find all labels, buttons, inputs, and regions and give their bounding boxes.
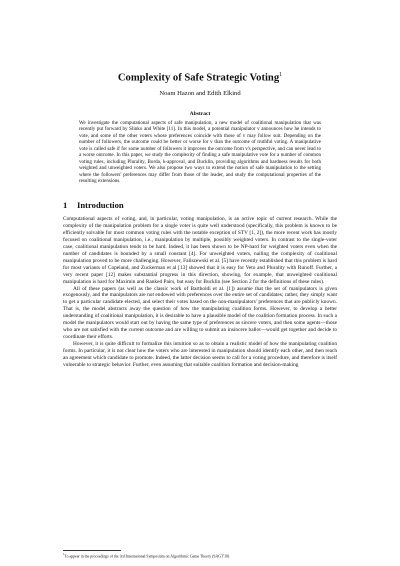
title-footnote-marker: 1 — [279, 72, 283, 78]
body-paragraph: Computational aspects of voting, and, in particular, voting manipulation, is an active topic of current research. While the complexity of the manipulation problem for a single voter is quite well understood (specifically, this problem is known to be efficiently solvable for most common voting rules with the notable exception of STV [1, 2]), the more recent work has mostly focused on coalitional manipulation, i.e., manipulation by multiple, possibly weighted voters. In contrast to the single-voter case, coalitional manipulation tends to be hard. Indeed, it has been shown to be NP-hard for weighted voters even when the number of candidates is bounded by a small constant [4]. For unweighted voters, nailing the complexity of coalitional manipulation proved to be more challenging. However, Faliszewski et al. [5] have recently established that this problem is hard for most variants of Copeland, and Zuckerman et al [13] showed that it is easy for Veto and Plurality with Runoff. Further, a very recent paper [12] makes substantial progress in this direction, showing, for example, that unweighted coalitional manipulation is hard for Maximin and Ranked Pairs, but easy for Bucklin (see Section 2 for the definitions of these rules). — [63, 216, 337, 285]
paper-title-text: Complexity of Safe Strategic Voting — [117, 72, 280, 84]
body-paragraph: All of these papers (as well as the classic work of Bartholdi et al. [1]) assume that the set of manipulators is given exogenously, and the manipulators are not endowed with preferences over the entire set of candidates; rather, they simply want to get a particular candidate elected, and select their votes based on the non-manipulators' preferences that are publicly known. That is, the model abstracts away the question of how the manipulating coalition forms. However, to develop a better understanding of coalitional manipulation, it is desirable to have a plausible model of the coalition formation process. In such a model the manipulators would start out by having the same type of preferences as sincere voters, and then some agents—those who are not satisfied with the current outcome and are willing to submit an insincere ballot—would get together and decide to coordinate their efforts. — [63, 285, 337, 341]
paper-title — [63, 72, 337, 84]
footnote-marker: 1 — [63, 552, 65, 556]
body-paragraph: However, it is quite difficult to formalize this intuition so as to obtain a realistic model of how the manipulating coalition forms. In particular, it is not clear how the voters who are interested in manipulation should identify each other, and then reach an agreement which candidate to promote. Indeed, the latter decision seems to call for a voting procedure, and therefore is itself vulnerable to strategic behavior. Further, even assuming that suitable coalition formation and decision-making — [63, 341, 337, 369]
paper-authors: Noam Hazon and Edith Elkind — [159, 89, 241, 97]
footnote-text: To appear in the proceedings of the 3rd International Symposium on Algorithmic Game Theory (SAGT'10) — [64, 554, 230, 559]
footnote-divider — [63, 550, 121, 551]
section-heading — [63, 200, 337, 210]
section-title: Introduction — [77, 200, 124, 210]
abstract-heading: Abstract — [189, 110, 211, 117]
section-number: 1 — [63, 200, 68, 210]
footnote — [63, 552, 337, 559]
abstract-text: We investigate the computational aspects of safe manipulation, a new model of coalitional manipulation that was recently put forward by Slinko and White [11]. In this model, a potential manipulator v announces how he intends to vote, and some of the other voters whose preferences coincide with those of v may follow suit. Depending on the number of followers, the outcome could be better or worse for v than the outcome of truthful voting. A manipulative vote is called safe if for some number of followers it improves the outcome from v's perspective, and can never lead to a worse outcome. In this paper, we study the complexity of finding a safe manipulative vote for a number of common voting rules, including Plurality, Borda, k-approval, and Bucklin, providing algorithms and hardness results for both weighted and unweighted voters. We also propose two ways to extend the notion of safe manipulation to the setting where the followers' preferences may differ from those of the leader, and study the computational properties of the resulting extensions. — [79, 119, 321, 185]
